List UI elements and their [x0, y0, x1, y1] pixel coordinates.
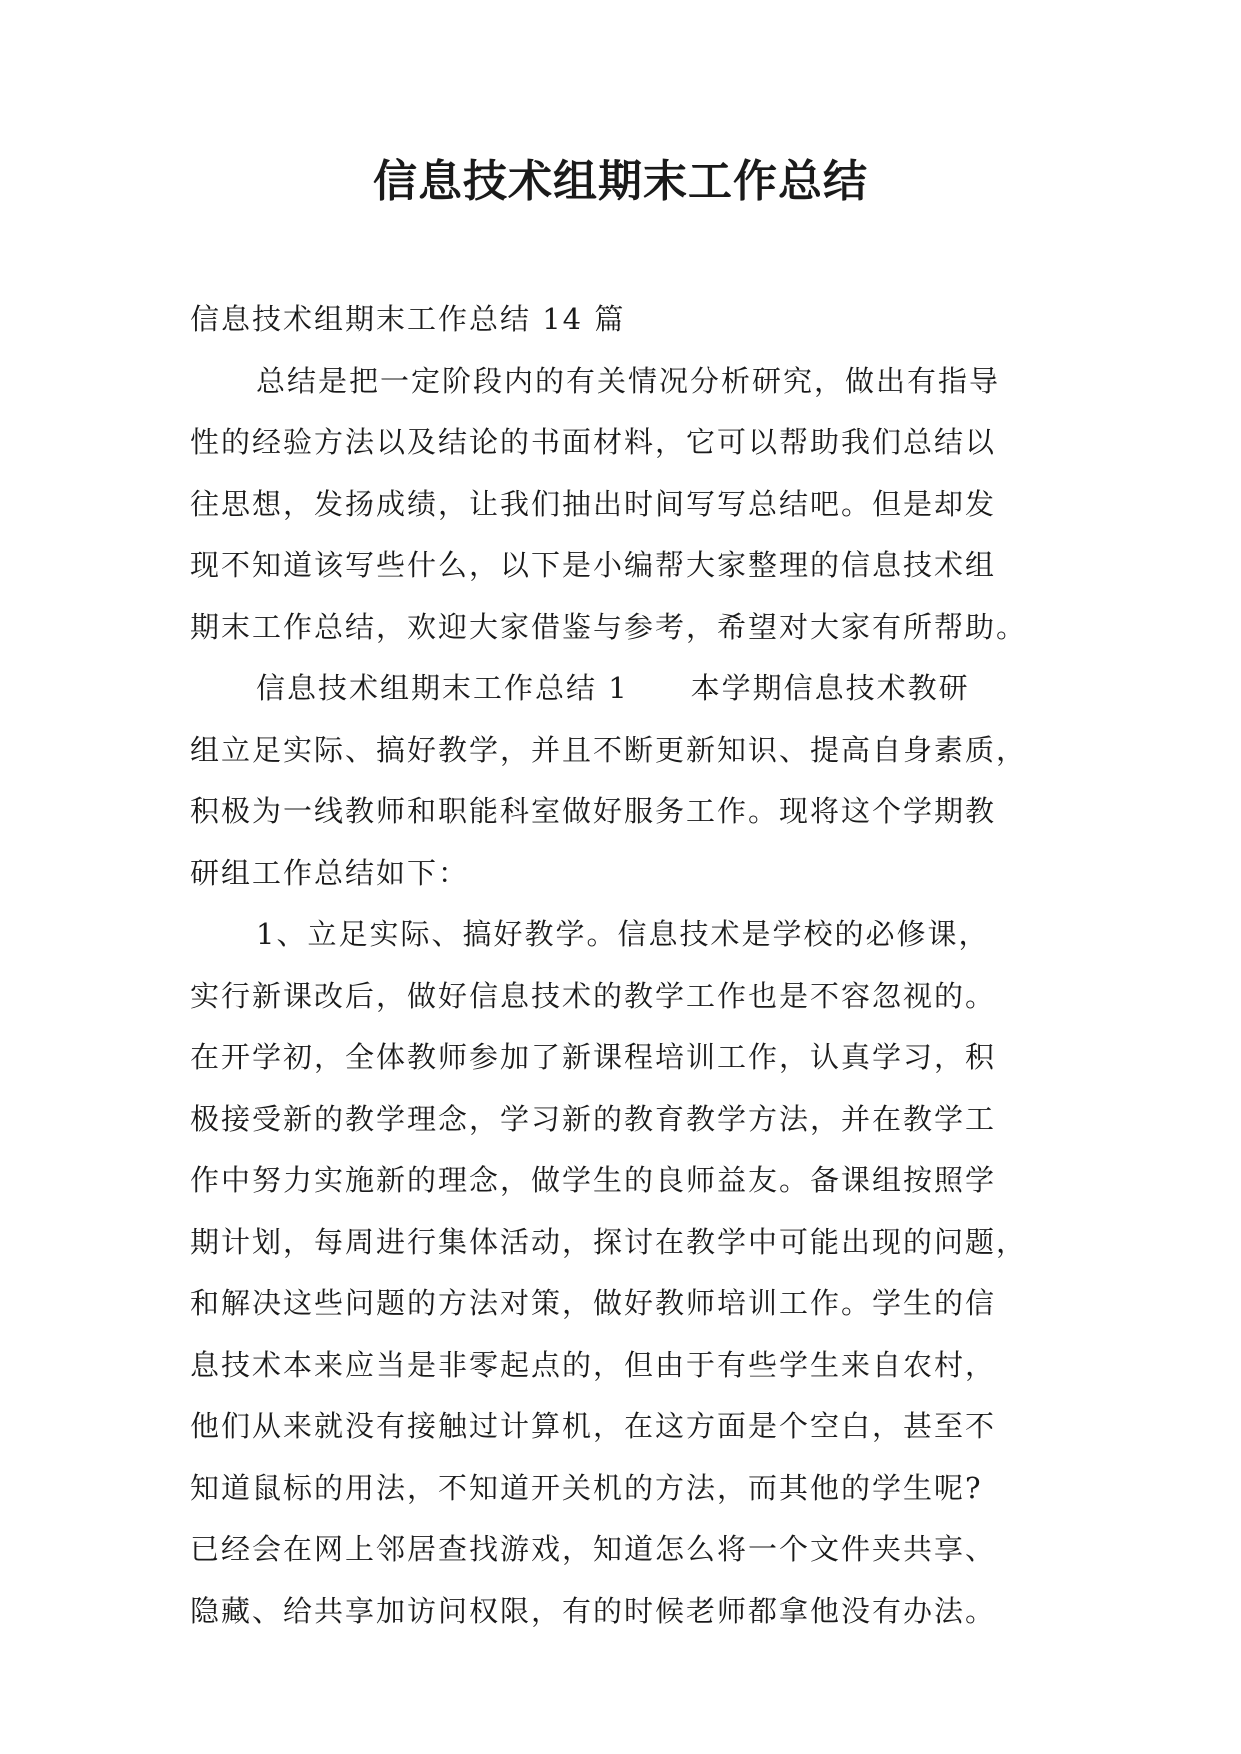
paragraph-line: 往思想，发扬成绩，让我们抽出时间写写总结吧。但是却发: [190, 486, 997, 521]
paragraph-line: 知道鼠标的用法，不知道开关机的方法，而其他的学生呢?: [190, 1470, 983, 1505]
paragraph-line: 性的经验方法以及结论的书面材料，它可以帮助我们总结以: [190, 425, 997, 459]
paragraph-line: 1、立足实际、搞好教学。信息技术是学校的必修课，: [256, 917, 990, 951]
paragraph-line: 期计划，每周进行集体活动，探讨在教学中可能出现的问题，: [190, 1224, 1028, 1259]
paragraph-line: 极接受新的教学理念，学习新的教育教学方法，并在教学工: [190, 1101, 997, 1136]
document-title: 信息技术组期末工作总结: [373, 156, 868, 207]
paragraph-line: 和解决这些问题的方法对策，做好教师培训工作。学生的信: [190, 1286, 997, 1320]
paragraph-line: 总结是把一定阶段内的有关情况分析研究，做出有指导: [256, 363, 1001, 398]
paragraph-line: 研组工作总结如下：: [190, 855, 470, 890]
paragraph-line: 积极为一线教师和职能科室做好服务工作。现将这个学期教: [190, 794, 997, 828]
paragraph-line: 他们从来就没有接触过计算机，在这方面是个空白，甚至不: [190, 1409, 997, 1443]
paragraph-line: 现不知道该写些什么，以下是小编帮大家整理的信息技术组: [190, 548, 997, 582]
document-body: [190, 289, 1050, 1642]
paragraph-line: 组立足实际、搞好教学，并且不断更新知识、提高自身素质，: [190, 732, 1028, 767]
paragraph-line: 在开学初，全体教师参加了新课程培训工作，认真学习，积: [190, 1040, 997, 1074]
paragraph-line: 实行新课改后，做好信息技术的教学工作也是不容忽视的。: [190, 978, 997, 1013]
paragraph-line: 作中努力实施新的理念，做学生的良师益友。备课组按照学: [190, 1163, 997, 1197]
paragraph-line: 期末工作总结，欢迎大家借鉴与参考，希望对大家有所帮助。: [190, 609, 1028, 644]
paragraph-line: 息技术本来应当是非零起点的，但由于有些学生来自农村，: [190, 1347, 997, 1382]
subtitle-line: 信息技术组期末工作总结 14 篇: [190, 302, 626, 336]
section-heading-line: 信息技术组期末工作总结 1 本学期信息技术教研: [256, 671, 970, 705]
paragraph-line: 隐藏、给共享加访问权限，有的时候老师都拿他没有办法。: [190, 1593, 997, 1628]
paragraph-line: 已经会在网上邻居查找游戏，知道怎么将一个文件夹共享、: [190, 1532, 997, 1566]
